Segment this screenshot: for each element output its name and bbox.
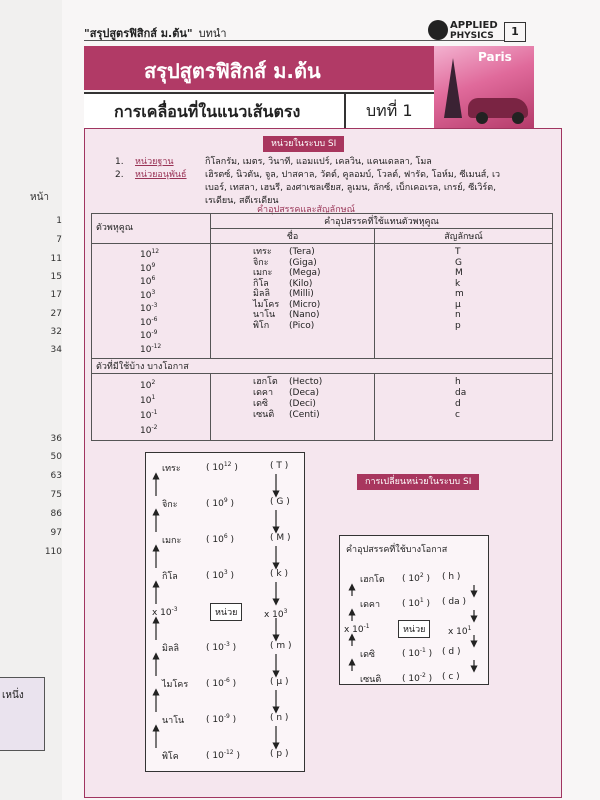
- multiplier-value: [140, 301, 206, 315]
- col-name-header: ชื่อ: [211, 229, 375, 244]
- prefix-symbol: h: [455, 377, 461, 387]
- prefix-english-name: (Deca): [289, 388, 319, 398]
- multiplier-value: [140, 328, 206, 342]
- prefix-symbol: G: [455, 257, 462, 268]
- ladder-power: ( $10^{-12}$ ): [206, 749, 241, 761]
- left-num: 63: [50, 471, 62, 481]
- prefix-english-name: (Micro): [289, 299, 321, 310]
- prefix-name: [253, 300, 370, 311]
- prefix-thai-name: นาโน: [253, 310, 276, 320]
- prefix-thai-name: เฮกโต: [253, 377, 278, 387]
- ladder-prefix-name: เดซิ: [360, 650, 376, 660]
- left-num: 110: [44, 547, 62, 557]
- ladder-power-value-exponent: 6: [223, 533, 228, 540]
- power: $10^{-3}$: [140, 302, 158, 314]
- ladder-power: ( $10^1$ ): [402, 597, 431, 609]
- ladder-prefix-name: เทระ: [162, 464, 181, 474]
- main-page: [62, 0, 600, 800]
- ladder-prefix-name: กิโล: [162, 572, 178, 582]
- power: $10^6$: [140, 275, 156, 287]
- ladder-power-value: $10^{-9}$: [212, 713, 230, 725]
- prefix-symbol-cell: [375, 374, 553, 441]
- left-factor-exponent: -1: [363, 623, 370, 630]
- power-exponent: 12: [151, 248, 160, 255]
- ladder-power-value: $10^{-2}$: [408, 672, 426, 684]
- ladder-prefix-name: เดคา: [360, 600, 380, 610]
- ladder-power: ( $10^{-1}$ ): [402, 647, 433, 659]
- book-title: "สรุปสูตรฟิสิกส์ ม.ต้น": [84, 27, 193, 40]
- wheel-icon: [512, 112, 524, 124]
- ladder-power-value: $10^3$: [212, 569, 228, 581]
- banner-title: สรุปสูตรฟิสิกส์ ม.ต้น: [144, 59, 321, 83]
- power: $10^9$: [140, 261, 156, 274]
- prefix-name-cell: [211, 244, 375, 359]
- ladder-power-value: $10^{12}$: [212, 461, 232, 473]
- ladder-power: ( $10^{-6}$ ): [206, 677, 237, 689]
- logo-mark-icon: [428, 20, 448, 40]
- left-num: 50: [50, 452, 62, 462]
- prefix-thai-name: จิกะ: [253, 257, 269, 268]
- multiplier-value: [140, 288, 206, 302]
- ladder-prefix-name: จิกะ: [162, 500, 178, 510]
- multiplier-value: [140, 247, 206, 261]
- prefix-thai-name: เซนติ: [253, 410, 275, 420]
- prefix-english-name: (Milli): [289, 289, 314, 299]
- left-num: 32: [50, 327, 62, 337]
- chapter-label: บทที่ 1: [366, 101, 413, 120]
- multiplier-value: [140, 422, 206, 437]
- right-factor-exponent: 1: [467, 625, 472, 632]
- prefix-symbol: p: [455, 320, 461, 331]
- occasional-prefix-diagram: [339, 535, 489, 685]
- prefix-symbol: d: [455, 399, 461, 409]
- prefix-ladder-diagram: [145, 452, 305, 772]
- paris-car-photo: [434, 46, 534, 128]
- power-exponent: 3: [151, 288, 156, 296]
- prefix-english-name: (Deci): [289, 399, 316, 409]
- photo-text: Paris: [478, 50, 512, 64]
- prefix-symbol: M: [455, 268, 463, 278]
- left-num: 34: [50, 345, 62, 355]
- ladder-symbol: ( k ): [270, 569, 288, 579]
- prefix-thai-name: กิโล: [253, 278, 269, 289]
- si-section-title: หน่วยในระบบ SI: [263, 136, 344, 152]
- prefix-symbol-cell: [375, 244, 553, 359]
- col-symbol-header: สัญลักษณ์: [375, 229, 553, 244]
- prefix-symbol: da: [455, 388, 467, 398]
- si-item-number: 1.: [115, 157, 124, 167]
- si-item-text: กิโลกรัม, เมตร, วินาที, แอมแปร์, เคลวิน, แคนเดลลา, โมล: [205, 157, 432, 167]
- left-num: 86: [50, 509, 62, 519]
- power-exponent: -3: [151, 302, 158, 309]
- power-exponent: 1: [151, 394, 156, 401]
- ladder-symbol: ( T ): [270, 461, 289, 471]
- prefix-thai-name: เดคา: [253, 388, 273, 398]
- prefix-thai-name: ไมโคร: [253, 299, 280, 310]
- power-exponent: -1: [151, 409, 158, 416]
- ladder-power-value-exponent: -9: [223, 713, 230, 720]
- ladder-power: ( $10^2$ ): [402, 572, 431, 584]
- prefix-symbol: μ: [455, 299, 461, 310]
- ladder-power-value-exponent: 9: [223, 497, 228, 504]
- multiplier-cell: [92, 374, 211, 441]
- si-list: [115, 156, 515, 208]
- book-subtitle: บทนำ: [198, 27, 227, 40]
- prefix-name: [253, 410, 370, 421]
- left-factor: x $10^{-1}$: [344, 623, 370, 635]
- ladder-power: ( $10^{-3}$ ): [206, 641, 237, 653]
- ladder-power: ( $10^3$ ): [206, 569, 235, 581]
- ladder-power-value: $10^{-3}$: [212, 641, 230, 653]
- ladder-power-value: $10^{-1}$: [408, 647, 426, 659]
- right-factor-exponent: 3: [283, 608, 288, 615]
- ladder-power-value: $10^6$: [212, 533, 228, 545]
- left-num: 36: [50, 434, 62, 444]
- power-exponent: 9: [151, 261, 156, 269]
- left-num: 27: [50, 309, 62, 319]
- si-item-heading: หน่วยฐาน: [135, 157, 174, 167]
- multiplier-value: [140, 315, 206, 329]
- prefix-name: [253, 321, 370, 332]
- ladder-symbol: ( μ ): [270, 677, 289, 687]
- ladder-power-value-exponent: 12: [223, 461, 232, 468]
- power-exponent: 6: [151, 275, 156, 282]
- prefix-name: [253, 268, 370, 279]
- power-exponent: -2: [151, 424, 158, 431]
- si-item-text: เฮิรตซ์, นิวตัน, จูล, ปาสคาล, วัตต์, คูลอมบ์, โวลต์, ฟารัด, โอห์ม, ซีเมนส์, เวเบอร์, เทสลา, เฮนรี, องศาเซลเซียส, ลูเมน, ลักซ์, เบ็กเคอเรล, เกรย์, ซีเวิร์ต, เรเดียน, สตีเรเดียน: [205, 170, 501, 206]
- multiplier-value: [140, 261, 206, 275]
- power: $10^{-2}$: [140, 424, 158, 436]
- ladder-power-value: $10^{-12}$: [212, 749, 234, 761]
- ladder-prefix-name: เซนติ: [360, 675, 382, 685]
- ladder-symbol: ( p ): [270, 749, 289, 759]
- power-exponent: -6: [151, 315, 158, 323]
- prefix-thai-name: เดซิ: [253, 399, 269, 409]
- prefix-symbol: k: [455, 278, 461, 289]
- left-num: 7: [56, 235, 62, 245]
- prefix-name: [253, 247, 370, 258]
- page-number: 1: [504, 22, 526, 42]
- occasional-diagram-title: คำอุปสรรคที่ใช้บางโอกาส: [346, 545, 448, 555]
- ladder-power-value-exponent: -6: [223, 677, 230, 684]
- left-page-header: หน้า: [30, 192, 50, 203]
- prefix-name: [253, 279, 370, 290]
- ladder-power-value: $10^1$: [408, 597, 424, 609]
- right-factor: x $10^3$: [264, 608, 288, 620]
- ladder-prefix-name: มิลลิ: [162, 644, 179, 654]
- prefix-symbol: T: [455, 247, 461, 257]
- ladder-power-value: $10^2$: [408, 572, 424, 584]
- ladder-power-value: $10^{-6}$: [212, 677, 230, 689]
- ladder-symbol: ( da ): [442, 597, 466, 607]
- prefix-table: [91, 213, 553, 441]
- ladder-prefix-name: นาโน: [162, 716, 185, 726]
- eiffel-tower-icon: [444, 58, 462, 118]
- multiplier-value: [140, 377, 206, 392]
- left-num: 75: [50, 490, 62, 500]
- ladder-power-value-exponent: 3: [223, 569, 228, 576]
- ladder-power-value-exponent: 2: [419, 572, 424, 579]
- ladder-power-value-exponent: -1: [419, 647, 426, 654]
- ladder-symbol: ( m ): [270, 641, 292, 651]
- col-multiplier-header: ตัวพหุคูณ: [92, 214, 211, 244]
- conversion-title: การเปลี่ยนหน่วยในระบบ SI: [357, 474, 479, 490]
- si-item: [115, 156, 515, 169]
- logo-line-1: APPLIED: [450, 20, 498, 31]
- si-item-heading: หน่วยอนุพันธ์: [135, 170, 187, 180]
- left-page-bottom-box: [0, 677, 45, 751]
- power-exponent: -12: [151, 342, 162, 350]
- chapter-divider: [344, 94, 346, 128]
- multiplier-cell: [92, 244, 211, 359]
- multiplier-value: [140, 342, 206, 356]
- prefix-thai-name: พิโก: [253, 320, 270, 331]
- ladder-power-value-exponent: 1: [419, 597, 424, 604]
- ladder-power: ( $10^9$ ): [206, 497, 235, 509]
- prefix-english-name: (Nano): [289, 310, 320, 320]
- ladder-symbol: ( M ): [270, 533, 291, 543]
- power: $10^1$: [140, 394, 156, 406]
- ladder-power-value-exponent: -2: [419, 672, 426, 679]
- power-exponent: 2: [151, 379, 156, 386]
- ladder-symbol: ( G ): [270, 497, 290, 507]
- prefix-name: [253, 289, 370, 300]
- prefix-symbol: c: [455, 410, 460, 420]
- content-frame: [84, 128, 562, 798]
- ladder-power: ( $10^{-9}$ ): [206, 713, 237, 725]
- ladder-prefix-name: เมกะ: [162, 536, 182, 546]
- col-prefix-group-header: คำอุปสรรคที่ใช้แทนตัวพหุคูณ: [211, 214, 553, 229]
- prefix-english-name: (Giga): [289, 257, 317, 268]
- prefix-english-name: (Centi): [289, 410, 320, 420]
- ladder-symbol: ( d ): [442, 647, 461, 657]
- ladder-power: ( $10^{12}$ ): [206, 461, 238, 473]
- prefix-english-name: (Kilo): [289, 278, 313, 289]
- ladder-power-value: $10^9$: [212, 497, 228, 509]
- ladder-prefix-name: ไมโคร: [162, 680, 189, 690]
- power: $10^2$: [140, 379, 156, 391]
- chapter-title: การเคลื่อนที่ในแนวเส้นตรง: [114, 102, 301, 121]
- logo-line-2: PHYSICS: [450, 31, 494, 41]
- prefix-name: [253, 377, 370, 388]
- prefix-table-caption: คำอุปสรรคและสัญลักษณ์: [257, 205, 355, 215]
- prefix-name: [253, 388, 370, 399]
- ladder-prefix-name: เฮกโต: [360, 575, 385, 585]
- multiplier-value: [140, 392, 206, 407]
- power: $10^{-12}$: [140, 342, 162, 355]
- prefix-name: [253, 310, 370, 321]
- unit-box: หน่วย: [398, 620, 430, 638]
- ladder-power-value-exponent: -12: [223, 749, 234, 756]
- ladder-power: ( $10^{-2}$ ): [402, 672, 433, 684]
- left-factor: x $10^{-3}$: [152, 606, 178, 618]
- left-num: 15: [50, 272, 62, 282]
- right-factor: x $10^1$: [448, 625, 472, 637]
- ladder-symbol: ( c ): [442, 672, 460, 682]
- left-num: 17: [50, 290, 62, 300]
- prefix-thai-name: เมกะ: [253, 268, 273, 278]
- prefix-english-name: (Pico): [289, 320, 315, 331]
- unit-box: หน่วย: [210, 603, 242, 621]
- prefix-english-name: (Hecto): [289, 377, 323, 387]
- title-banner: [84, 46, 434, 90]
- chapter-header: [84, 92, 434, 130]
- ladder-symbol: ( n ): [270, 713, 289, 723]
- prefix-name: [253, 258, 370, 269]
- power: $10^{-1}$: [140, 409, 158, 421]
- wheel-icon: [476, 112, 488, 124]
- left-num: 11: [50, 254, 62, 264]
- power: $10^3$: [140, 288, 156, 301]
- power: $10^{-9}$: [140, 329, 158, 341]
- prefix-english-name: (Tera): [289, 247, 315, 257]
- prefix-symbol: n: [455, 310, 461, 320]
- prefix-symbol: m: [455, 289, 464, 299]
- multiplier-value: [140, 407, 206, 422]
- ladder-prefix-name: พิโค: [162, 752, 179, 762]
- multiplier-value: [140, 274, 206, 288]
- ladder-power: ( $10^6$ ): [206, 533, 235, 545]
- prefix-thai-name: เทระ: [253, 247, 272, 257]
- prefix-english-name: (Mega): [289, 268, 321, 278]
- prefix-name: [253, 399, 370, 410]
- occasional-label: ตัวที่มีใช้บ้าง บางโอกาส: [92, 359, 553, 374]
- si-item-number: 2.: [115, 170, 124, 180]
- left-num: 97: [50, 528, 62, 538]
- ladder-power-value-exponent: -3: [223, 641, 230, 648]
- prefix-thai-name: มิลลิ: [253, 289, 270, 299]
- power-exponent: -9: [151, 329, 158, 336]
- left-num: 1: [56, 216, 62, 226]
- prefix-name-cell: [211, 374, 375, 441]
- left-bottom-label: เหนึ่ง: [2, 690, 24, 701]
- power: $10^{12}$: [140, 248, 160, 260]
- left-factor-exponent: -3: [171, 606, 178, 613]
- ladder-symbol: ( h ): [442, 572, 461, 582]
- power: $10^{-6}$: [140, 315, 158, 328]
